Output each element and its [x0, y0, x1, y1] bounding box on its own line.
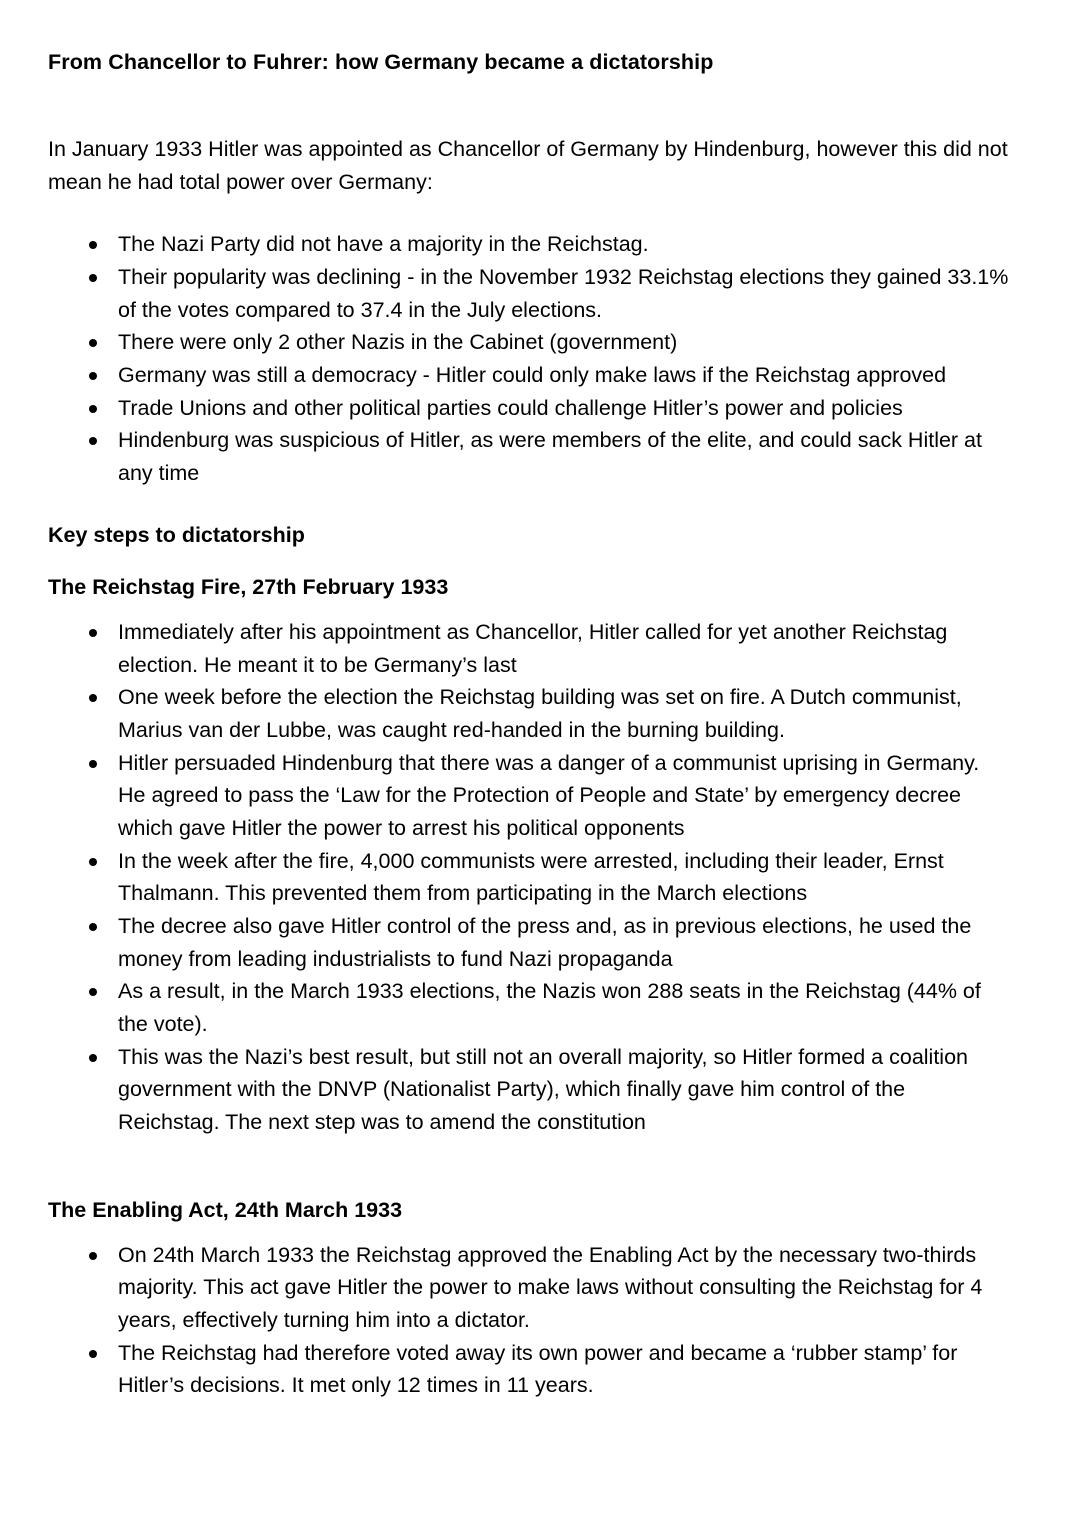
spacer [48, 1139, 1010, 1195]
list-item: The Nazi Party did not have a majority in the Reichstag. [48, 228, 1010, 261]
intro-bullet-list [48, 228, 1010, 489]
intro-paragraph: In January 1933 Hitler was appointed as Chancellor of Germany by Hindenburg, however this did not mean he had total power over Germany: [48, 137, 1008, 194]
section-heading-reichstag-fire: The Reichstag Fire, 27th February 1933 [48, 574, 449, 599]
list-item: There were only 2 other Nazis in the Cabinet (government) [48, 326, 1010, 359]
spacer [48, 602, 1010, 616]
enabling-act-bullet-list [48, 1239, 1010, 1402]
list-item: This was the Nazi’s best result, but still not an overall majority, so Hitler formed a coalition government with the DNVP (Nationalist Party), which finally gave him control of the Reichstag. The next step was to amend the constitution [48, 1041, 1010, 1139]
spacer [48, 198, 1010, 228]
section-heading-key-steps: Key steps to dictatorship [48, 522, 305, 547]
spacer [48, 77, 1010, 133]
spacer [48, 1225, 1010, 1239]
spacer [48, 550, 1010, 572]
page-title: From Chancellor to Fuhrer: how Germany became a dictatorship [48, 50, 714, 74]
list-item: The decree also gave Hitler control of the press and, as in previous elections, he used the money from leading industrialists to fund Nazi propaganda [48, 910, 1010, 975]
list-item: As a result, in the March 1933 elections, the Nazis won 288 seats in the Reichstag (44% of the vote). [48, 975, 1010, 1040]
list-item: In the week after the fire, 4,000 communists were arrested, including their leader, Ernst Thalmann. This prevented them from participating in the March elections [48, 845, 1010, 910]
list-item: Their popularity was declining - in the November 1932 Reichstag elections they gained 33.1% of the votes compared to 37.4 in the July elections. [48, 261, 1010, 326]
list-item: The Reichstag had therefore voted away its own power and became a ‘rubber stamp’ for Hitler’s decisions. It met only 12 times in 11 years. [48, 1337, 1010, 1402]
list-item: One week before the election the Reichstag building was set on fire. A Dutch communist, Marius van der Lubbe, was caught red-handed in the burning building. [48, 681, 1010, 746]
list-item: Immediately after his appointment as Chancellor, Hitler called for yet another Reichstag election. He meant it to be Germany’s last [48, 616, 1010, 681]
spacer [48, 490, 1010, 520]
list-item: Hitler persuaded Hindenburg that there was a danger of a communist uprising in Germany. He agreed to pass the ‘Law for the Protection of People and State’ by emergency decree which gave Hitler the power to arrest his political opponents [48, 747, 1010, 845]
section-heading-enabling-act: The Enabling Act, 24th March 1933 [48, 1197, 403, 1222]
list-item: Trade Unions and other political parties could challenge Hitler’s power and policies [48, 392, 1010, 425]
list-item: Hindenburg was suspicious of Hitler, as were members of the elite, and could sack Hitler at any time [48, 424, 1010, 489]
list-item: Germany was still a democracy - Hitler could only make laws if the Reichstag approved [48, 359, 1010, 392]
reichstag-fire-bullet-list [48, 616, 1010, 1139]
list-item: On 24th March 1933 the Reichstag approved the Enabling Act by the necessary two-thirds majority. This act gave Hitler the power to make laws without consulting the Reichstag for 4 years, effectively turning him into a dictator. [48, 1239, 1010, 1337]
